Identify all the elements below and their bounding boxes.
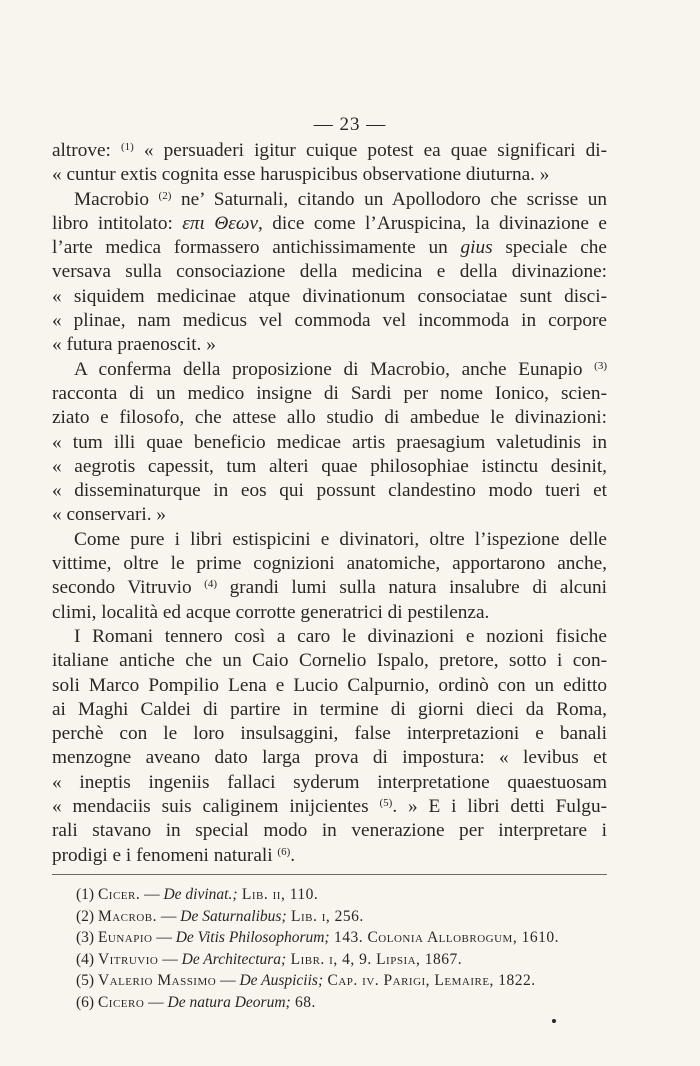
text-run: racconta di un medico insigne di Sardi per nome Ionico, scien-	[52, 382, 607, 404]
text-run: speciale che	[492, 237, 607, 259]
footnote-title: De divinat.;	[163, 886, 238, 903]
footnote-separator: —	[158, 950, 182, 968]
text-line	[52, 674, 607, 698]
footnote-separator: —	[140, 886, 164, 903]
text-run: « cuntur extis cognita esse haruspicibus observatione diuturna. »	[52, 164, 550, 186]
text-run: secondo Vitruvio	[52, 577, 205, 599]
text-line	[52, 649, 607, 673]
footnote-reference-detail: 68.	[290, 993, 316, 1011]
text-line	[52, 552, 607, 576]
footnotes	[76, 884, 616, 1013]
text-line	[52, 746, 607, 770]
text-line	[52, 503, 607, 527]
text-run: « tum illi quae beneficio medicae artis praesagium valetudinis in	[52, 431, 607, 453]
page-number: — 23 —	[313, 114, 387, 135]
text-run: versava sulla consociazione della medicina e della divinazione:	[52, 261, 607, 283]
footnote-reference-detail: Lib. i, 256.	[286, 907, 364, 925]
text-line	[52, 139, 607, 163]
text-line	[52, 431, 607, 455]
text-line	[52, 285, 607, 309]
text-run: Come pure i libri estispicini e divinatori, oltre l’ispezione delle	[74, 528, 607, 550]
text-run: « conservari. »	[52, 504, 167, 526]
footnote-author: Valerio Massimo	[97, 972, 217, 989]
text-line	[52, 625, 607, 649]
text-run: I Romani tennero così a caro le divinazioni e nozioni fisiche	[74, 625, 607, 647]
footnote-title: De natura Deorum;	[167, 993, 291, 1011]
footnote-number: (2)	[76, 907, 98, 925]
footnote-item	[76, 970, 616, 992]
text-run: , dice come l’Aruspicina, la divinazione e	[258, 212, 607, 234]
text-run: .	[290, 844, 296, 866]
text-run: soli Marco Pompilio Lena e Lucio Calpurnio, ordinò con un editto	[52, 674, 607, 696]
text-run: prodigi e i fenomeni naturali	[52, 844, 278, 866]
text-line	[52, 771, 607, 795]
text-run: « ineptis ingeniis fallaci syderum interpretatione quaestuosam	[52, 771, 607, 793]
text-run: italiane antiche che un Caio Cornelio Ispalo, pretore, sotto i con-	[52, 650, 607, 672]
text-line	[52, 528, 607, 552]
footnote-separator: —	[144, 993, 168, 1011]
text-run: l’arte medica formassero antichissimamente un	[52, 237, 461, 259]
text-run: . » E i libri detti Fulgu-	[392, 796, 608, 818]
footnote-number: (5)	[76, 972, 98, 989]
footnote-reference: (1)	[121, 141, 134, 153]
footnote-separator: —	[216, 972, 240, 989]
footnote-reference: (6)	[277, 845, 291, 858]
text-line	[52, 212, 607, 236]
footnote-item	[76, 992, 616, 1014]
footnote-number: (4)	[76, 950, 98, 968]
text-line	[52, 236, 607, 260]
footnote-reference-detail: 143. Colonia Allobrogum, 1610.	[329, 929, 559, 946]
footnote-number: (6)	[76, 993, 98, 1011]
text-run: rali stavano in special modo in venerazione per interpretare i	[52, 820, 607, 842]
footnote-item	[76, 927, 616, 949]
footnote-author: Vitruvio	[97, 950, 159, 968]
footnote-number: (3)	[76, 929, 98, 946]
footnote-separator: —	[152, 929, 176, 946]
text-run: A conferma della proposizione di Macrobio, anche Eunapio	[74, 358, 595, 380]
text-line	[52, 260, 607, 284]
footnote-author: Cicer.	[97, 886, 141, 903]
footnote-reference: (4)	[204, 578, 217, 591]
footnote-divider	[52, 874, 607, 875]
text-line	[52, 188, 607, 212]
text-line	[52, 819, 607, 843]
text-run: ziato e filosofo, che attese allo studio di ambedue le divinazioni:	[52, 407, 607, 429]
italic-text: gius	[460, 237, 493, 259]
text-line	[52, 309, 607, 333]
footnote-reference-detail: Cap. iv. Parigi, Lemaire, 1822.	[323, 972, 536, 989]
text-run: vittime, oltre le prime cognizioni anatomiche, apportarono anche,	[52, 553, 607, 575]
text-run: ne’ Saturnali, citando un Apollodoro che scrisse un	[171, 188, 607, 210]
footnote-reference: (2)	[158, 189, 172, 202]
text-run: altrove:	[52, 140, 121, 161]
body-text	[52, 139, 607, 868]
text-line	[52, 163, 607, 187]
text-line	[52, 698, 607, 722]
footnote-item	[76, 949, 616, 971]
text-run: Macrobio	[74, 188, 159, 210]
text-line	[52, 382, 607, 406]
text-run: « disseminaturque in eos qui possunt clandestino modo tueri et	[52, 480, 607, 502]
text-run: menzogne aveano dato larga prova di impostura: « levibus et	[52, 747, 607, 769]
text-line	[52, 601, 607, 625]
text-line	[52, 406, 607, 430]
footnote-title: De Architectura;	[181, 950, 287, 968]
stray-ink-dot	[552, 1019, 556, 1023]
footnote-reference: (3)	[594, 359, 607, 372]
footnote-author: Cicero	[97, 993, 145, 1011]
footnote-title: De Vitis Philosophorum;	[175, 929, 330, 946]
text-run: « futura praenoscit. »	[52, 334, 216, 356]
text-run: grandi lumi sulla natura insalubre di alcuni	[217, 577, 608, 599]
footnote-author: Macrob.	[97, 907, 158, 925]
footnote-title: De Saturnalibus;	[180, 907, 287, 925]
text-line	[52, 795, 607, 819]
text-run: « siquidem medicinae atque divinationum consociatae sunt disci-	[52, 285, 607, 307]
text-run: ai Maghi Caldei di partire in termine di giorni dieci da Roma,	[52, 698, 607, 720]
text-run: « aegrotis capessit, tum alteri quae philosophiae istinctu desinit,	[52, 455, 607, 477]
footnote-reference-detail: Libr. i, 4, 9. Lipsia, 1867.	[286, 950, 463, 968]
footnote-separator: —	[157, 907, 181, 925]
footnote-reference-detail: Lib. ii, 110.	[237, 886, 319, 903]
footnote-item	[76, 884, 616, 906]
text-line	[52, 358, 607, 382]
footnote-author: Eunapio	[97, 929, 153, 946]
text-line	[52, 576, 607, 600]
footnote-item	[76, 906, 616, 928]
text-line	[52, 333, 607, 357]
text-line	[52, 722, 607, 746]
italic-text: επι Θεων	[182, 212, 259, 234]
text-run: « persuaderi igitur cuique potest ea quae significari di-	[133, 140, 607, 161]
text-run: climi, località ed acque corrotte generatrici di pestilenza.	[52, 601, 490, 623]
footnote-number: (1)	[76, 886, 98, 903]
text-line	[52, 479, 607, 503]
footnote-reference: (5)	[379, 797, 393, 810]
text-run: « plinae, nam medicus vel commoda vel incommoda in corpore	[52, 310, 607, 332]
text-run: libro intitolato:	[52, 212, 183, 234]
footnote-title: De Auspiciis;	[239, 972, 324, 989]
text-line	[52, 455, 607, 479]
text-run: perchè con le loro insulsaggini, false interpretazioni e banali	[52, 723, 607, 745]
text-line	[52, 844, 607, 868]
text-run: « mendaciis suis caliginem inijcientes	[52, 796, 380, 818]
